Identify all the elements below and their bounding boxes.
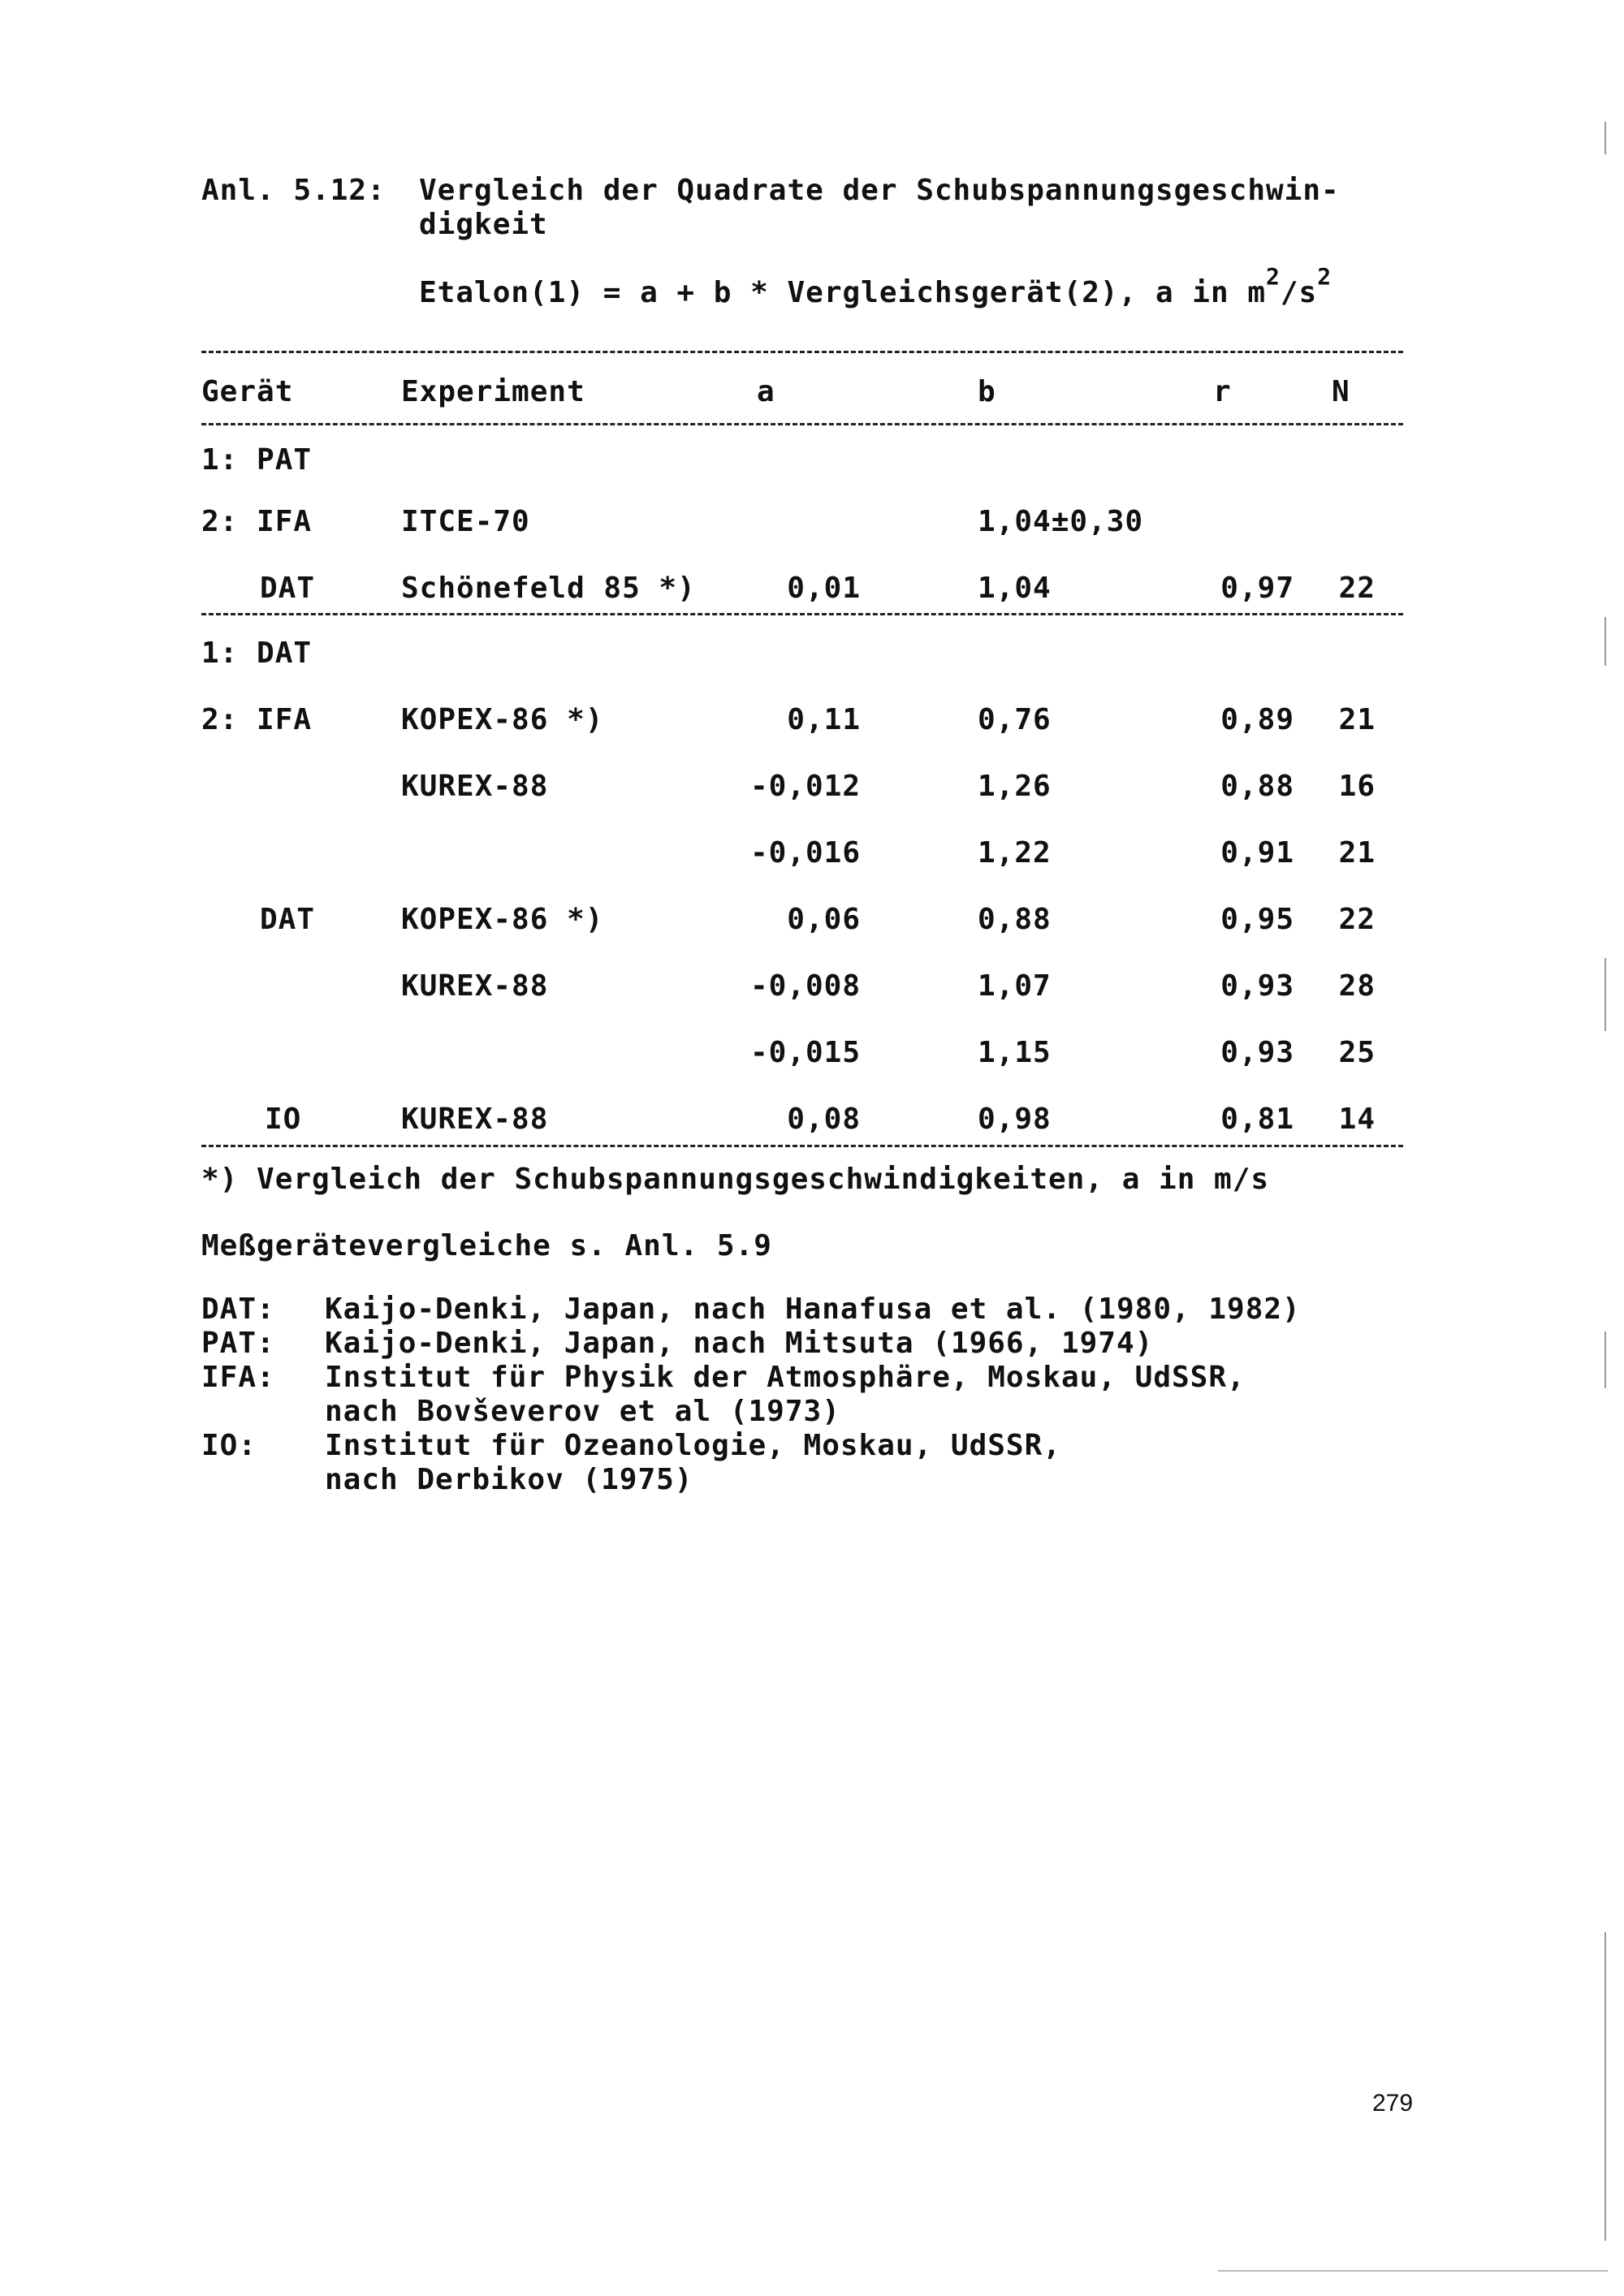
header-b: b — [978, 375, 996, 408]
cell-experiment: KUREX-88 — [401, 770, 549, 803]
cell-n: 22 — [1338, 903, 1376, 936]
cell-r: 0,89 — [1220, 703, 1294, 736]
cell-b: 1,07 — [978, 969, 1052, 1003]
scan-bottom-mark — [1218, 2270, 1608, 2272]
title-line-1: Vergleich der Quadrate der Schubspannungsgeschwin- — [419, 174, 1340, 207]
cell-experiment: KOPEX-86 *) — [401, 703, 604, 736]
header-n: N — [1332, 375, 1350, 408]
cell-n: 25 — [1338, 1036, 1376, 1069]
regression-formula — [419, 263, 1332, 309]
cell-r: 0,81 — [1220, 1103, 1294, 1136]
formula-exponent-2: 2 — [1317, 263, 1332, 290]
cell-geraet: IO — [265, 1103, 302, 1136]
cell-a: 0,01 — [787, 572, 861, 605]
cell-geraet: 2: IFA — [201, 703, 313, 736]
scan-edge-mark — [1605, 958, 1606, 1031]
legend-abbr-io: IO: — [201, 1429, 257, 1462]
header-geraet: Gerät — [201, 375, 294, 408]
cell-experiment: KUREX-88 — [401, 1103, 549, 1136]
table-footnote: *) Vergleich der Schubspannungsgeschwindigkeiten, a in m/s — [201, 1163, 1270, 1196]
reference-note: Meßgerätevergleiche s. Anl. 5.9 — [201, 1229, 772, 1262]
cell-experiment: KOPEX-86 *) — [401, 903, 604, 936]
scan-edge-mark — [1605, 1331, 1606, 1388]
cell-a: -0,016 — [749, 836, 861, 870]
cell-experiment: ITCE-70 — [401, 505, 530, 538]
table-rule-top — [201, 351, 1403, 353]
page-number: 279 — [1372, 2090, 1414, 2117]
cell-n: 16 — [1338, 770, 1376, 803]
title-label: Anl. 5.12: — [201, 174, 386, 207]
cell-r: 0,91 — [1220, 836, 1294, 870]
formula-exponent-1: 2 — [1266, 263, 1281, 290]
legend-abbr-ifa: IFA: — [201, 1361, 275, 1394]
legend-abbr-dat: DAT: — [201, 1293, 275, 1326]
cell-geraet: DAT — [260, 903, 316, 936]
cell-n: 14 — [1338, 1103, 1376, 1136]
group-1-etalon: 1: PAT — [201, 443, 313, 477]
header-experiment: Experiment — [401, 375, 585, 408]
table-rule-bottom — [201, 1145, 1403, 1147]
legend-text-io-1: Institut für Ozeanologie, Moskau, UdSSR, — [325, 1429, 1061, 1462]
cell-geraet: 2: IFA — [201, 505, 313, 538]
cell-n: 28 — [1338, 969, 1376, 1003]
table-rule-group-separator — [201, 613, 1403, 615]
legend-text-ifa-2: nach Bovševerov et al (1973) — [325, 1395, 840, 1428]
legend-text-dat: Kaijo-Denki, Japan, nach Hanafusa et al. (1980, 1982) — [325, 1293, 1301, 1326]
scan-edge-mark — [1605, 122, 1606, 154]
table-rule-header — [201, 423, 1403, 425]
header-a: a — [757, 375, 775, 408]
cell-n: 22 — [1338, 572, 1376, 605]
cell-geraet: DAT — [260, 572, 316, 605]
cell-b: 1,04 — [978, 572, 1052, 605]
cell-b: 0,98 — [978, 1103, 1052, 1136]
header-r: r — [1213, 375, 1232, 408]
cell-r: 0,88 — [1220, 770, 1294, 803]
scan-edge-mark — [1605, 617, 1606, 666]
cell-b: 1,26 — [978, 770, 1052, 803]
title-line-2: digkeit — [419, 208, 548, 241]
cell-a: 0,06 — [787, 903, 861, 936]
cell-r: 0,95 — [1220, 903, 1294, 936]
scan-edge-mark — [1605, 1932, 1606, 2241]
legend-text-io-2: nach Derbikov (1975) — [325, 1463, 693, 1496]
cell-r: 0,97 — [1220, 572, 1294, 605]
legend-text-pat: Kaijo-Denki, Japan, nach Mitsuta (1966, 1974) — [325, 1327, 1154, 1360]
cell-r: 0,93 — [1220, 969, 1294, 1003]
legend-abbr-pat: PAT: — [201, 1327, 275, 1360]
cell-a: 0,11 — [787, 703, 861, 736]
formula-mid: /s — [1280, 276, 1318, 309]
cell-experiment: KUREX-88 — [401, 969, 549, 1003]
cell-a: -0,012 — [749, 770, 861, 803]
cell-b: 1,22 — [978, 836, 1052, 870]
cell-a: 0,08 — [787, 1103, 861, 1136]
cell-n: 21 — [1338, 703, 1376, 736]
cell-a: -0,015 — [749, 1036, 861, 1069]
cell-b: 0,88 — [978, 903, 1052, 936]
cell-experiment: Schönefeld 85 *) — [401, 572, 696, 605]
cell-b: 1,15 — [978, 1036, 1052, 1069]
cell-b: 1,04±0,30 — [978, 505, 1144, 538]
legend-text-ifa-1: Institut für Physik der Atmosphäre, Moskau, UdSSR, — [325, 1361, 1246, 1394]
cell-a: -0,008 — [749, 969, 861, 1003]
group-2-etalon: 1: DAT — [201, 637, 313, 670]
formula-text: Etalon(1) = a + b * Vergleichsgerät(2), a in m — [419, 276, 1266, 309]
cell-n: 21 — [1338, 836, 1376, 870]
cell-b: 0,76 — [978, 703, 1052, 736]
cell-r: 0,93 — [1220, 1036, 1294, 1069]
